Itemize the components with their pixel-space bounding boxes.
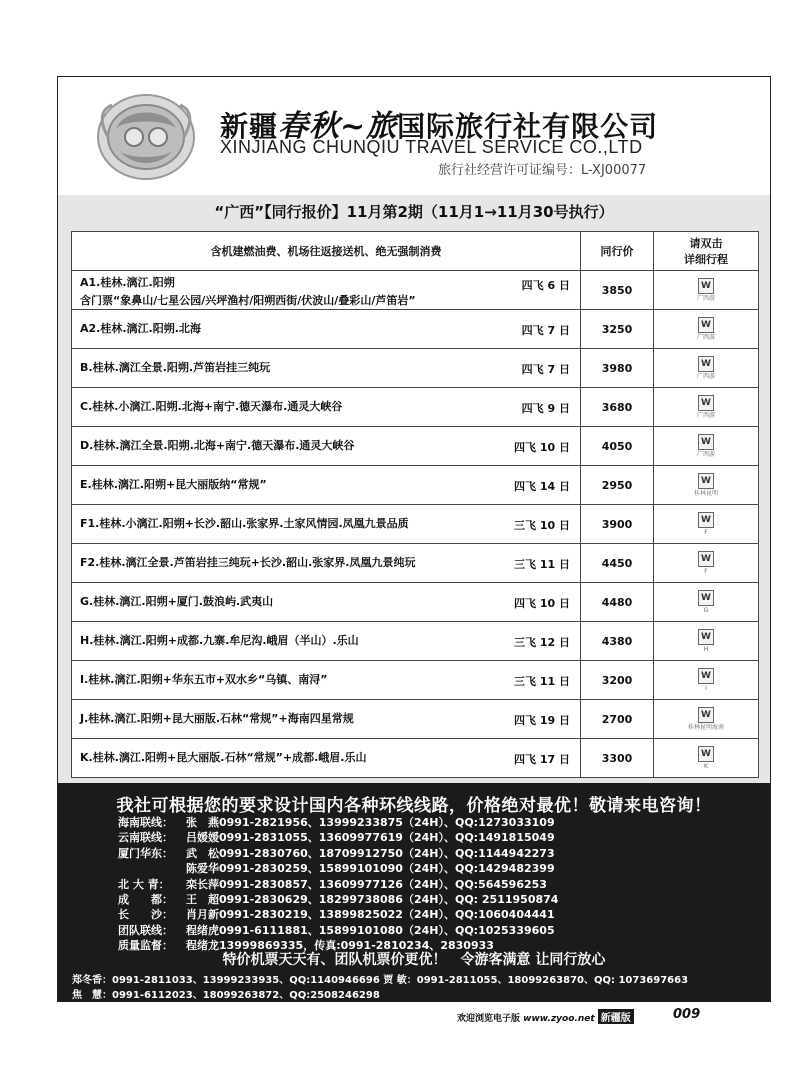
contact-list <box>118 815 738 954</box>
company-name-script: 春秋 <box>278 109 341 144</box>
document-caption: G <box>703 607 709 614</box>
route-row <box>72 466 759 505</box>
page-number: 009 <box>673 1007 701 1022</box>
contact-label: 成 都： <box>118 893 173 907</box>
route-price: 3850 <box>581 271 654 310</box>
company-name-en: XINJIANG CHUNQIU TRAVEL SERVICE CO.,LTD <box>220 137 643 157</box>
contact-row <box>118 923 738 938</box>
route-price: 3680 <box>581 388 654 427</box>
contact-info: 吕媛媛0991-2831055、13609977619（24H）、QQ:1491815049 <box>186 831 555 845</box>
itinerary-link[interactable] <box>697 278 715 302</box>
document-caption: K <box>704 763 708 770</box>
itinerary-link[interactable] <box>698 590 714 614</box>
route-duration: 四飞 19 日 <box>514 714 570 727</box>
contact-label: 云南联线： <box>118 831 173 845</box>
word-document-icon[interactable]: W <box>698 746 714 762</box>
route-price: 4380 <box>581 622 654 661</box>
route-name: I.桂林.漓江.阳朔+华东五市+双水乡“乌镇、南浔” <box>80 673 328 686</box>
route-row <box>72 661 759 700</box>
itinerary-link[interactable] <box>698 512 714 536</box>
route-detail-cell <box>654 388 759 427</box>
route-cell <box>72 427 581 466</box>
route-cell <box>72 544 581 583</box>
contact-info: 张 燕0991-2821956、13999233875（24H）、QQ:1273033109 <box>186 816 555 829</box>
route-price: 4480 <box>581 583 654 622</box>
company-header <box>58 77 770 196</box>
route-name: F1.桂林.小漓江.阳朔+长沙.韶山.张家界.土家风情园.凤凰九景品质 <box>80 517 409 530</box>
route-duration: 三飞 11 日 <box>514 675 570 688</box>
contact-info: 栾长萍0991-2830857、13609977126（24H）、QQ:564596253 <box>186 877 547 891</box>
itinerary-link[interactable] <box>694 473 718 497</box>
route-price: 3900 <box>581 505 654 544</box>
contact-row <box>118 830 738 845</box>
route-price: 2700 <box>581 700 654 739</box>
word-document-icon[interactable]: W <box>698 590 714 606</box>
route-detail-cell <box>654 661 759 700</box>
custom-route-slogan: 我社可根据您的要求设计国内各种环线线路，价格绝对最优！敬请来电咨询！ <box>116 796 712 816</box>
contact-section <box>58 783 770 1002</box>
route-detail-cell <box>654 622 759 661</box>
route-duration: 四飞 10 日 <box>514 441 570 454</box>
document-caption: F <box>704 529 708 536</box>
word-document-icon[interactable]: W <box>698 551 714 567</box>
route-name: E.桂林.漓江.阳朔+昆大丽版纳“常规” <box>80 478 267 491</box>
column-header-route: 含机建燃油费、机场往返接送机、绝无强制消费 <box>72 232 581 271</box>
route-detail-cell <box>654 271 759 310</box>
route-duration: 四飞 14 日 <box>514 480 570 493</box>
route-cell <box>72 388 581 427</box>
route-row <box>72 427 759 466</box>
route-detail-cell <box>654 310 759 349</box>
contact-info: 武 松0991-2830760、18709912750（24H）、QQ:1144942273 <box>186 846 555 860</box>
route-cell <box>72 700 581 739</box>
route-duration: 四飞 7 日 <box>521 324 570 337</box>
flyer-frame <box>57 76 771 1002</box>
route-duration: 四飞 9 日 <box>521 402 570 415</box>
route-name: G.桂林.漓江.阳朔+厦门.鼓浪屿.武夷山 <box>80 595 274 608</box>
footer-text <box>457 1009 634 1024</box>
route-cell <box>72 622 581 661</box>
contact-label: 长 沙： <box>118 908 173 922</box>
route-price: 3250 <box>581 310 654 349</box>
contact-info: 王 超0991-2830629、18299738086（24H）、QQ: 2511950874 <box>186 893 559 907</box>
route-cell <box>72 271 581 310</box>
route-duration: 三飞 11 日 <box>514 558 570 571</box>
route-price-table <box>71 231 759 778</box>
route-name: A1.桂林.漓江.阳朔 <box>80 276 175 289</box>
contact-info: 陈爱华0991-2830259、15899101090（24H）、QQ:1429482399 <box>186 862 555 876</box>
contact-label: 厦门华东： <box>118 846 173 860</box>
company-name-script2: 旅 <box>366 109 398 144</box>
document-caption: 桂林昆明海南 <box>687 724 724 731</box>
page-title: “广西”【同行报价】11月第2期（11月1→11月30号执行） <box>214 203 614 221</box>
wave-mark: ~ <box>340 109 367 144</box>
route-name: J.桂林.漓江.阳朔+昆大丽版.石林“常规”+海南四星常规 <box>80 712 354 725</box>
itinerary-link[interactable] <box>698 668 714 692</box>
contact-row <box>118 907 738 922</box>
contact-label: 团队联线： <box>118 923 173 937</box>
route-price: 4050 <box>581 427 654 466</box>
company-logo <box>94 89 198 185</box>
license-number: 旅行社经营许可证编号：L-XJ00077 <box>438 163 647 178</box>
itinerary-link[interactable] <box>698 746 714 770</box>
route-price: 2950 <box>581 466 654 505</box>
route-row <box>72 388 759 427</box>
route-duration: 三飞 10 日 <box>514 519 570 532</box>
document-caption: 广西游 <box>696 412 715 419</box>
route-name: C.桂林.小漓江.阳朔.北海+南宁.德天瀑布.通灵大峡谷 <box>80 400 343 413</box>
itinerary-link[interactable] <box>697 434 715 458</box>
document-caption: 广西游 <box>696 373 715 380</box>
route-cell <box>72 739 581 778</box>
contact-line-1: 郑冬香：0991-2811033、13999233935、QQ:1140946696 贾 敏：0991-2811055、18099263870、QQ: 1073697663 <box>72 975 689 986</box>
contact-row <box>118 861 738 876</box>
route-detail-cell <box>654 427 759 466</box>
detail-header-line1: 请双击 <box>689 237 723 250</box>
route-row <box>72 700 759 739</box>
word-document-icon[interactable]: W <box>698 629 714 645</box>
route-name: A2.桂林.漓江.阳朔.北海 <box>80 322 201 335</box>
detail-header-line2: 详细行程 <box>684 253 728 266</box>
route-detail-cell <box>654 466 759 505</box>
route-name: B.桂林.漓江全景.阳朔.芦笛岩挂三纯玩 <box>80 361 271 374</box>
word-document-icon[interactable]: W <box>698 473 714 489</box>
route-cell <box>72 661 581 700</box>
route-row <box>72 544 759 583</box>
contact-row <box>118 892 738 907</box>
company-name-suffix: 国际旅行社有限公司 <box>397 110 659 143</box>
contact-row <box>118 846 738 861</box>
route-detail-cell <box>654 544 759 583</box>
word-document-icon[interactable]: W <box>698 707 714 723</box>
itinerary-link[interactable] <box>697 356 715 380</box>
route-name: D.桂林.漓江全景.阳朔.北海+南宁.德天瀑布.通灵大峡谷 <box>80 439 355 452</box>
word-document-icon[interactable]: W <box>698 395 714 411</box>
itinerary-link[interactable] <box>688 707 724 731</box>
contact-label <box>118 861 186 876</box>
route-cell <box>72 583 581 622</box>
route-row <box>72 271 759 310</box>
route-price: 4450 <box>581 544 654 583</box>
route-name: K.桂林.漓江.阳朔+昆大丽版.石林“常规”+成都.峨眉.乐山 <box>80 751 367 764</box>
route-cell <box>72 505 581 544</box>
route-duration: 四飞 10 日 <box>514 597 570 610</box>
word-document-icon[interactable]: W <box>698 278 714 294</box>
ticket-slogan: 特价机票天天有、团队机票价更优！ 令游客满意 让同行放心 <box>222 952 606 968</box>
route-included-tickets: 含门票“象鼻山/七星公园/兴坪渔村/阳朔西街/伏波山/叠彩山/芦笛岩” <box>80 294 416 307</box>
itinerary-link[interactable] <box>697 395 715 419</box>
route-name: F2.桂林.漓江全景.芦笛岩挂三纯玩+长沙.韶山.张家界.凤凰九景纯玩 <box>80 556 416 569</box>
document-caption: 桂林昆明 <box>693 490 718 497</box>
document-caption: 广西游 <box>696 451 715 458</box>
word-document-icon[interactable]: W <box>698 512 714 528</box>
contact-row <box>118 877 738 892</box>
route-duration: 四飞 6 日 <box>521 279 570 292</box>
route-row <box>72 349 759 388</box>
document-caption: 广西游 <box>696 295 715 302</box>
route-cell <box>72 349 581 388</box>
route-price: 3980 <box>581 349 654 388</box>
route-cell <box>72 310 581 349</box>
route-duration: 四飞 17 日 <box>514 753 570 766</box>
route-detail-cell <box>654 700 759 739</box>
word-document-icon[interactable]: W <box>698 668 714 684</box>
footer-welcome: 欢迎浏览电子版 <box>457 1014 521 1024</box>
word-document-icon[interactable]: W <box>698 317 714 333</box>
route-detail-cell <box>654 739 759 778</box>
route-row <box>72 505 759 544</box>
contact-label: 北 大 青： <box>118 877 170 891</box>
column-header-price: 同行价 <box>581 232 654 271</box>
document-caption: I <box>705 685 707 692</box>
document-caption: F <box>704 568 708 575</box>
itinerary-link[interactable] <box>698 551 714 575</box>
itinerary-link[interactable] <box>697 317 715 341</box>
contact-info: 程绪虎0991-6111881、15899101080（24H）、QQ:1025339605 <box>186 923 555 937</box>
route-cell <box>72 466 581 505</box>
route-detail-cell <box>654 349 759 388</box>
route-row <box>72 583 759 622</box>
document-caption: H <box>703 646 709 653</box>
page-footer <box>455 1008 771 1024</box>
route-price: 3200 <box>581 661 654 700</box>
contact-info: 程绪龙13999869335，传真:0991-2810234、2830933 <box>186 939 494 953</box>
route-duration: 四飞 7 日 <box>521 363 570 376</box>
route-row <box>72 622 759 661</box>
company-name-prefix: 新疆 <box>220 110 279 143</box>
route-detail-cell <box>654 583 759 622</box>
route-name: H.桂林.漓江.阳朔+成都.九寨.牟尼沟.峨眉（半山）.乐山 <box>80 634 359 647</box>
route-duration: 三飞 12 日 <box>514 636 570 649</box>
contact-label: 海南联线： <box>118 816 173 829</box>
contact-line-2: 焦 慧：0991-6112023、18099263872、QQ:2508246298 <box>72 990 380 1001</box>
route-price: 3300 <box>581 739 654 778</box>
document-caption: 广西游 <box>696 334 715 341</box>
edition-badge: 新疆版 <box>598 1009 634 1024</box>
route-row <box>72 739 759 778</box>
word-document-icon[interactable]: W <box>698 356 714 372</box>
route-row <box>72 310 759 349</box>
contact-row <box>118 815 738 830</box>
column-header-detail <box>654 232 759 271</box>
contact-label: 质量监督： <box>118 939 173 953</box>
route-detail-cell <box>654 505 759 544</box>
contact-info: 肖月新0991-2830219、13899825022（24H）、QQ:1060404441 <box>186 908 555 922</box>
itinerary-link[interactable] <box>698 629 714 653</box>
word-document-icon[interactable]: W <box>698 434 714 450</box>
footer-url[interactable]: www.zyoo.net <box>523 1014 595 1024</box>
